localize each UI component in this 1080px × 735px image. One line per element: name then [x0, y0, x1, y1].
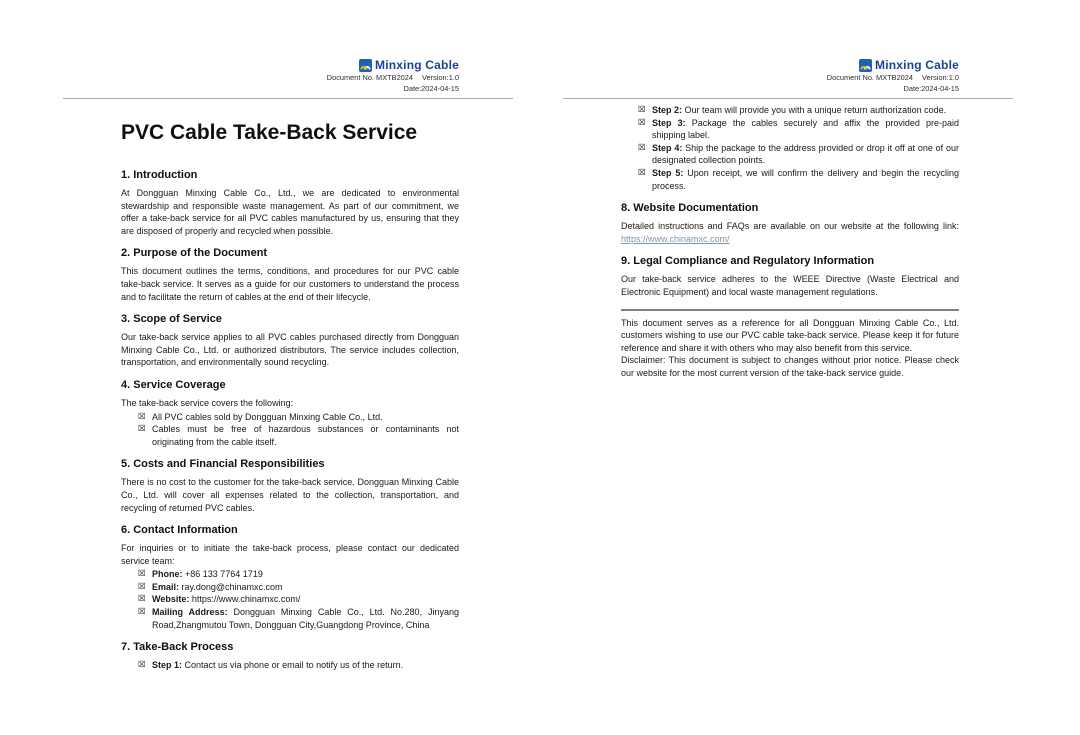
bullet-icon: ☒ [638, 142, 646, 153]
section-9-paragraph: Our take-back service adheres to the WEEE Directive (Waste Electrical and Electronic Equipment) and local waste management regulations. [621, 274, 959, 297]
list-item [621, 104, 959, 117]
section-3-paragraph: Our take-back service applies to all PVC cables purchased directly from Dongguan Minxing Cable Co., Ltd. or authorized distributors. The service includes collection, transportation, and environmentally sound recycling. [121, 332, 459, 368]
document-title: PVC Cable Take-Back Service [121, 121, 418, 144]
bullet-icon: ☒ [138, 581, 146, 592]
doc-number: Document No. MXTB2024 [826, 73, 914, 82]
brand-row [621, 58, 959, 72]
doc-meta-line [621, 73, 959, 83]
section-9-heading: 9. Legal Compliance and Regulatory Information [621, 255, 875, 268]
page-header [563, 0, 1013, 93]
process-list-page2 [621, 104, 959, 192]
section-3-heading: 3. Scope of Service [121, 313, 222, 326]
list-item [621, 167, 959, 192]
contact-email: Email: ray.dong@chinamxc.com [152, 581, 283, 592]
coverage-list [121, 411, 459, 449]
bullet-icon: ☒ [138, 607, 146, 618]
list-item [121, 581, 459, 594]
list-item [121, 659, 459, 672]
header-divider [63, 98, 513, 99]
bullet-icon: ☒ [638, 167, 646, 178]
section-8-heading: 8. Website Documentation [621, 202, 759, 215]
contact-website: Website: https://www.chinamxc.com/ [152, 594, 301, 605]
coverage-item-text: All PVC cables sold by Dongguan Minxing Cable Co., Ltd. [152, 411, 383, 422]
section-7-heading: 7. Take-Back Process [121, 641, 234, 654]
step-4: Step 4: Ship the package to the address provided or drop it off at one of our designated collection points. [652, 142, 959, 166]
coverage-item-text: Cables must be free of hazardous substances or contaminants not originating from the cable itself. [152, 424, 459, 447]
contact-mailing-address: Mailing Address: Dongguan Minxing Cable Co., Ltd. No.280, Jinyang Road,Zhangmutou Town, Dongguan City,Guangdong Province, China [152, 607, 459, 630]
section-5-heading: 5. Costs and Financial Responsibilities [121, 458, 325, 471]
header-divider [563, 98, 1013, 99]
bullet-icon: ☒ [138, 424, 146, 435]
bullet-icon: ☒ [138, 660, 146, 671]
process-list-page1 [121, 659, 459, 672]
doc-version: Version:1.0 [422, 73, 459, 82]
doc-meta-line [121, 73, 459, 83]
section-4-intro: The take-back service covers the following: [121, 397, 294, 408]
step-1: Step 1: Contact us via phone or email to notify us of the return. [152, 660, 404, 671]
doc-number: Document No. MXTB2024 [326, 73, 414, 82]
document-page-1 [63, 0, 513, 735]
page-1-content [63, 120, 513, 672]
section-2-heading: 2. Purpose of the Document [121, 247, 268, 260]
section-6-heading: 6. Contact Information [121, 524, 238, 537]
step-3: Step 3: Package the cables securely and affix the provided pre-paid shipping label. [652, 117, 959, 141]
contact-phone: Phone: +86 133 7764 1719 [152, 569, 263, 580]
section-1-heading: 1. Introduction [121, 169, 198, 181]
minxing-logo-icon [359, 59, 372, 72]
brand-name: Minxing Cable [375, 58, 459, 72]
list-item [621, 117, 959, 142]
website-link[interactable]: https://www.chinamxc.com/ [621, 233, 730, 244]
bullet-icon: ☒ [138, 594, 146, 605]
footer-disclaimer-paragraph: Disclaimer: This document is subject to changes without prior notice. Please check our website for the most current version of the take-back service guide. [621, 355, 959, 378]
list-item [121, 606, 459, 631]
list-item [121, 593, 459, 606]
minxing-logo-icon [859, 59, 872, 72]
doc-version: Version:1.0 [922, 73, 959, 82]
list-item [621, 142, 959, 167]
list-item [121, 423, 459, 448]
doc-date: Date:2024-04-15 [403, 83, 459, 93]
section-8-paragraph: Detailed instructions and FAQs are available on our website at the following link: https://www.chinamxc.com/ [621, 221, 959, 244]
section-1-paragraph: At Dongguan Minxing Cable Co., Ltd., we are dedicated to environmental stewardship and responsible waste management. As part of our commitment, we offer a take-back service for all PVC cables manufactured by us, ensuring that they are disposed of properly and recycled when possible. [121, 188, 459, 236]
footer-reference-paragraph: This document serves as a reference for all Dongguan Minxing Cable Co., Ltd. customers wishing to use our PVC cable take-back service. Please keep it for future reference and share it with others who may also benefit from this service. [621, 317, 959, 353]
bullet-icon: ☒ [138, 411, 146, 422]
document-page-2 [563, 0, 1013, 735]
section-5-paragraph: There is no cost to the customer for the take-back service. Dongguan Minxing Cable Co., Ltd. will cover all expenses related to the collection, transportation, and recycling of returned PVC cables. [121, 477, 459, 513]
section-6-intro: For inquiries or to initiate the take-back process, please contact our dedicated service team: [121, 543, 459, 566]
brand-row [121, 58, 459, 72]
bullet-icon: ☒ [638, 105, 646, 115]
footer-divider [621, 309, 959, 311]
section-2-paragraph: This document outlines the terms, conditions, and procedures for our PVC cable take-back service. It serves as a guide for our customers to understand the process and to facilitate the return of cables at the end of their lifecycle. [121, 266, 459, 302]
list-item [121, 411, 459, 424]
doc-date: Date:2024-04-15 [903, 83, 959, 93]
page-header [63, 0, 513, 93]
bullet-icon: ☒ [138, 569, 146, 580]
brand-name: Minxing Cable [875, 58, 959, 72]
contact-list [121, 568, 459, 631]
section-4-heading: 4. Service Coverage [121, 378, 226, 391]
step-5: Step 5: Upon receipt, we will confirm the delivery and begin the recycling process. [652, 167, 959, 191]
step-2: Step 2: Our team will provide you with a unique return authorization code. [652, 105, 947, 115]
list-item [121, 568, 459, 581]
bullet-icon: ☒ [638, 117, 646, 128]
page-2-content [563, 104, 1013, 380]
